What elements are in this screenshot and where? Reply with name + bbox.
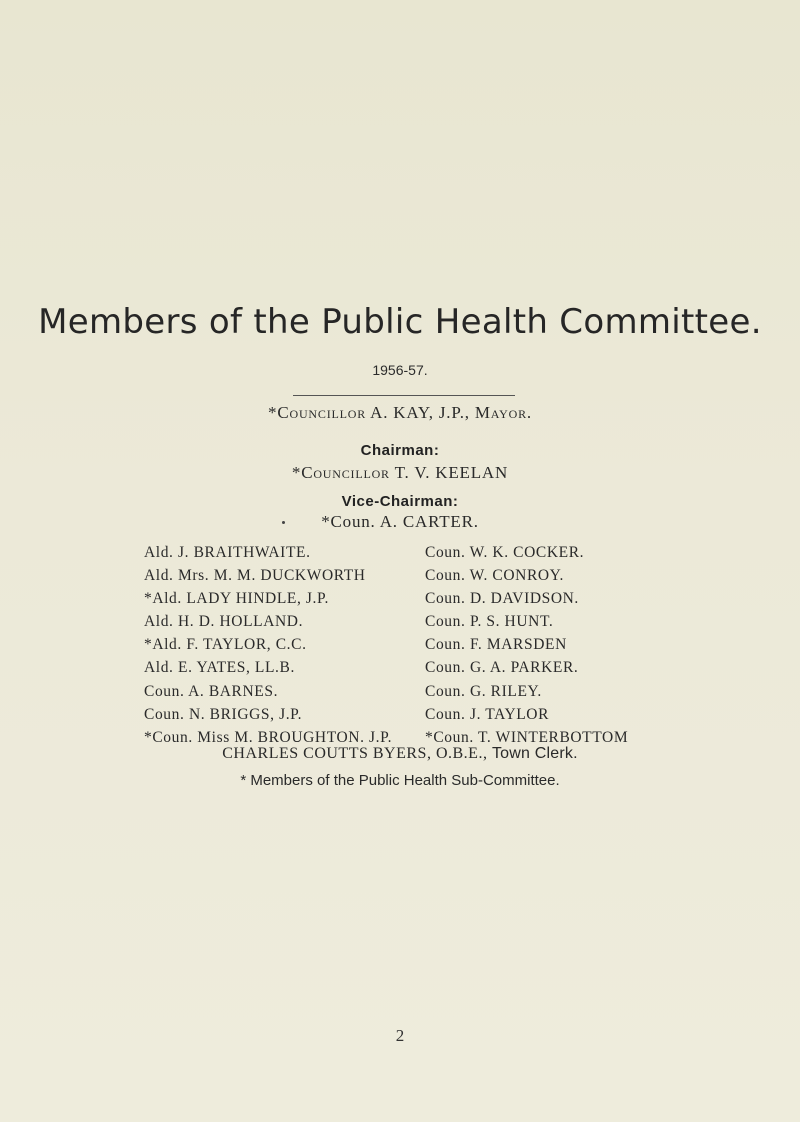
page-title: Members of the Public Health Committee. [38,302,762,342]
list-item: *Coun. T. WINTERBOTTOM [425,728,629,746]
clerk-role: Town Clerk. [491,745,578,762]
list-item: Coun. J. TAYLOR [425,705,550,723]
list-item: Coun. D. DAVIDSON. [425,590,579,608]
list-item: Coun. W. K. COCKER. [425,544,585,561]
list-item: Coun. G. A. PARKER. [425,659,579,677]
list-item: Coun. W. CONROY. [425,567,564,585]
list-item: Coun. F. MARSDEN [425,636,567,654]
year-label: 1956-57. [372,362,428,378]
chairman-label: Chairman: [360,442,440,459]
footnote: * Members of the Public Health Sub-Committee. [240,772,560,789]
mayor-line: *Councillor A. KAY, J.P., Mayor. [268,403,532,422]
vice-chairman-label: Vice-Chairman: [341,493,459,510]
list-item: *Ald. LADY HINDLE, J.P. [144,590,330,608]
chairman-name: *Councillor T. V. KEELAN [291,463,509,482]
divider-rule [293,395,515,396]
list-item: *Ald. F. TAYLOR, C.C. [144,636,307,654]
list-item: Ald. Mrs. M. M. DUCKWORTH [144,567,366,585]
clerk-name: CHARLES COUTTS BYERS, O.B.E., [222,745,488,762]
list-item: Ald. E. YATES, LL.B. [144,659,295,677]
list-item: Ald. J. BRAITHWAITE. [144,544,311,561]
town-clerk-line [0,745,800,763]
list-item: *Coun. Miss M. BROUGHTON. J.P. [144,728,393,746]
list-item: Coun. G. RILEY. [425,682,542,700]
list-item: Coun. N. BRIGGS, J.P. [144,705,303,723]
list-item: Coun. A. BARNES. [144,682,279,700]
members-list-right [425,541,628,749]
list-item: Ald. H. D. HOLLAND. [144,613,304,631]
vice-chairman-name: *Coun. A. CARTER. [321,512,479,531]
list-item: Coun. P. S. HUNT. [425,613,554,631]
page-number: 2 [395,1026,405,1045]
members-list-left [144,541,392,749]
